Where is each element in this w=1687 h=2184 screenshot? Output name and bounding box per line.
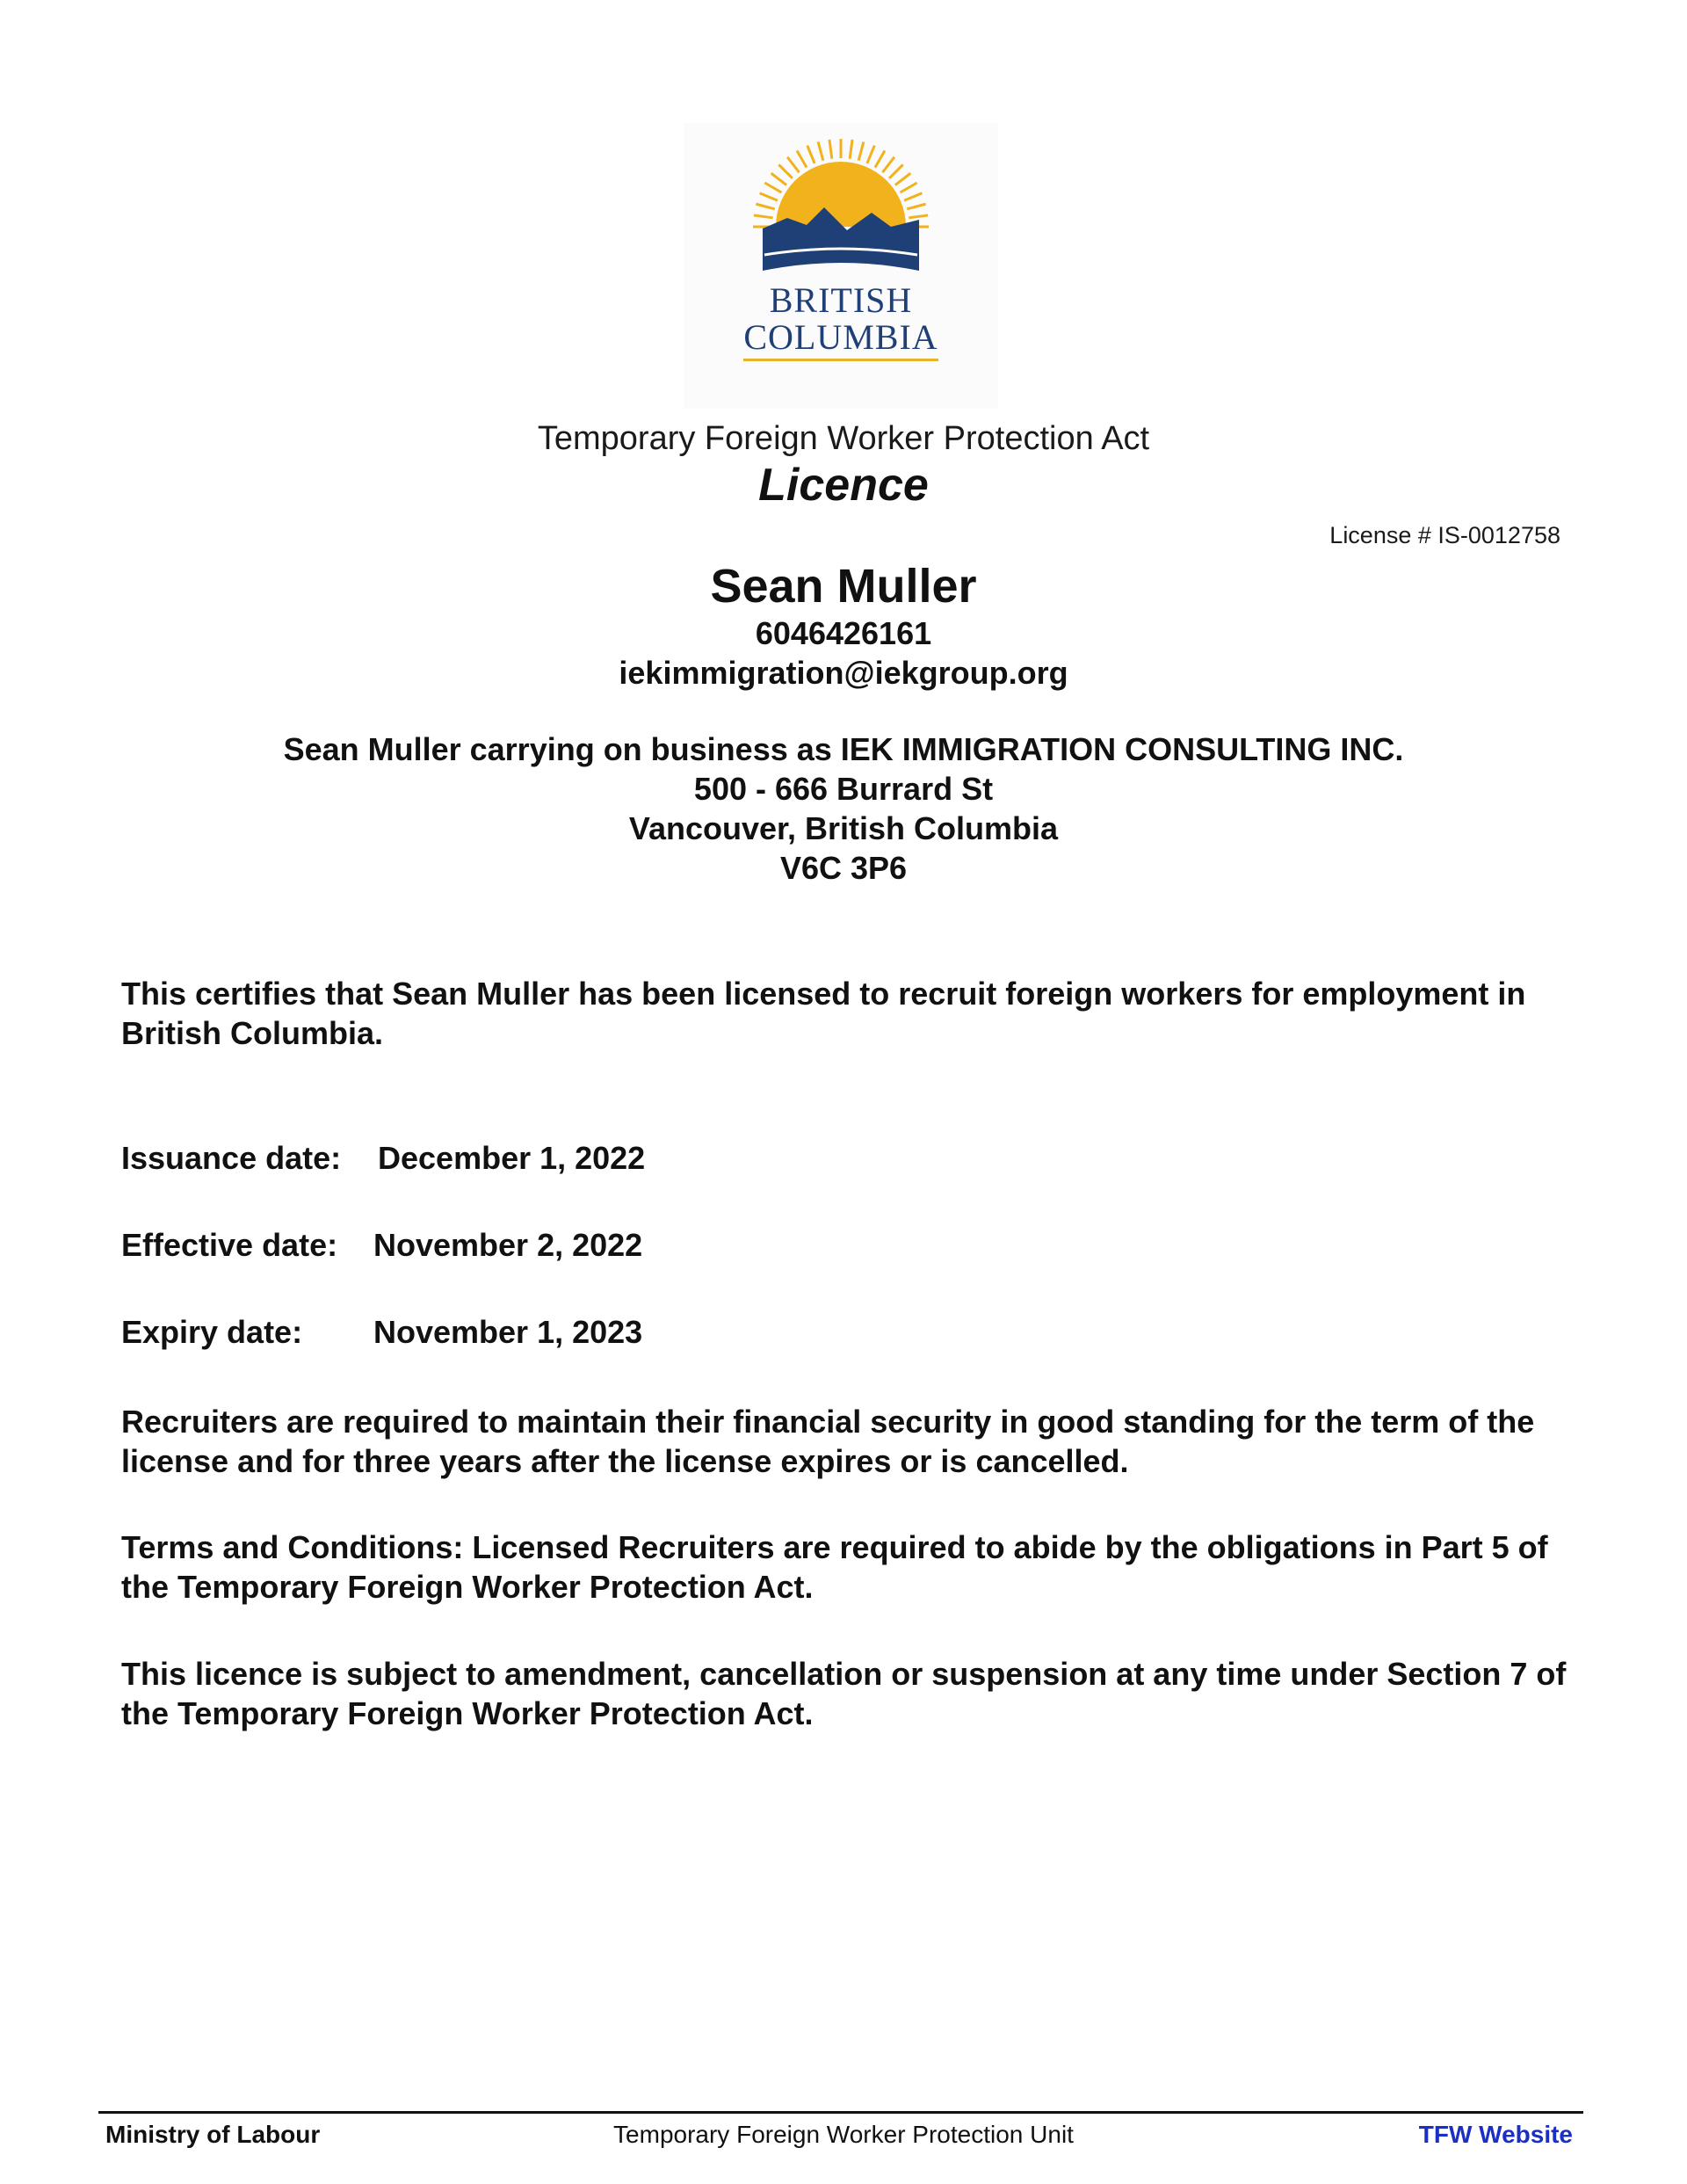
license-number: License # IS-0012758 [1329,522,1560,548]
address-line-2: Vancouver, British Columbia [628,810,1059,846]
sun-ray [904,193,922,200]
holder-email: iekimmigration@iekgroup.org [619,655,1068,691]
holder-business: Sean Muller carrying on business as IEK IMMIGRATION CONSULTING INC. [283,731,1404,767]
holder-phone: 6046426161 [755,615,932,651]
financial-security-paragraph: Recruiters are required to maintain their financial security in good standing for the term of the license and for three years after the license expires or is cancelled. [121,1404,1535,1479]
sun-ray [858,141,864,160]
effective-date-value: November 2, 2022 [373,1227,643,1263]
sun-ray [875,150,885,167]
sun-ray [829,140,832,159]
sun-ray [807,146,815,163]
sun-icon [776,162,906,227]
sun-ray [818,141,823,160]
sun-ray [895,173,910,185]
sun-ray [787,157,799,172]
certification-statement: This certifies that Sean Muller has been licensed to recruit foreign workers for employment in British Columbia. [121,976,1526,1051]
sun-ray [882,157,894,172]
sun-ray [797,150,807,167]
footer-divider [98,2111,1583,2114]
sun-ray [754,215,773,218]
logo-underline [743,359,938,361]
expiry-date-row [121,1314,643,1351]
document-title: Licence [758,460,929,511]
sun-ray [901,183,917,192]
expiry-date-label: Expiry date: [121,1314,303,1350]
issuance-date-label: Issuance date: [121,1140,342,1176]
act-title: Temporary Foreign Worker Protection Act [537,420,1150,457]
logo-text-line1: BRITISH [769,280,913,320]
issuance-date-row [121,1140,646,1177]
terms-and-conditions-paragraph: Terms and Conditions: Licensed Recruiters are required to abide by the obligations in Part 5 of the Temporary Foreign Worker Protection Act. [121,1529,1548,1605]
sun-ray [771,173,786,185]
sun-ray [756,204,774,209]
holder-name: Sean Muller [710,560,977,613]
logo-text-line2: COLUMBIA [743,317,938,357]
sun-ray [907,204,925,209]
address-line-1: 500 - 666 Burrard St [693,771,994,807]
postal-code: V6C 3P6 [779,850,908,886]
bc-logo [684,123,998,409]
sun-ray [850,140,852,159]
amendment-paragraph: This licence is subject to amendment, cancellation or suspension at any time under Section 7 of the Temporary Foreign Worker Protection Act. [121,1656,1567,1731]
sun-ray [909,215,928,218]
footer-ministry: Ministry of Labour [105,2121,321,2148]
expiry-date-value: November 1, 2023 [373,1314,643,1350]
sun-ray [867,146,874,163]
footer-unit: Temporary Foreign Worker Protection Unit [613,2121,1074,2148]
sun-ray [760,193,778,200]
sun-ray [764,183,781,192]
tfw-website-link[interactable]: TFW Website [1418,2121,1573,2148]
sun-mountain-icon [684,123,998,281]
sun-ray [889,164,903,178]
sun-ray [778,164,793,178]
effective-date-row [121,1227,643,1264]
effective-date-label: Effective date: [121,1227,338,1263]
issuance-date-value: December 1, 2022 [378,1140,646,1176]
